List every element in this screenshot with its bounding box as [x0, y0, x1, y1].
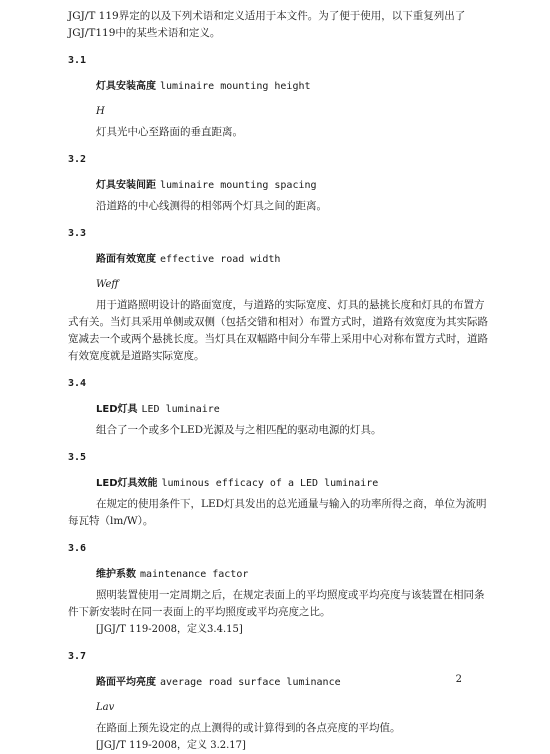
clause-number: 3.7	[68, 651, 87, 662]
term-definition: 灯具光中心至路面的垂直距离。	[96, 126, 243, 138]
term-definition: 组合了一个或多个LED光源及与之相匹配的驱动电源的灯具。	[96, 424, 382, 436]
term-en: luminaire mounting spacing	[160, 180, 317, 191]
term-3-6	[68, 540, 490, 638]
term-definition: 沿道路的中心线测得的相邻两个灯具之间的距离。	[96, 200, 327, 212]
term-reference: [JGJ/T 119-2008，定义3.4.15]	[96, 624, 243, 635]
term-title	[96, 566, 490, 583]
clause-number: 3.6	[68, 543, 87, 554]
term-zh: 灯具安装间距	[96, 180, 156, 191]
term-reference: [JGJ/T 119-2008，定义 3.2.17]	[96, 740, 246, 751]
term-zh: LED灯具效能	[96, 478, 158, 489]
term-zh: 路面有效宽度	[96, 254, 156, 265]
term-title	[96, 177, 490, 194]
term-3-3	[68, 225, 490, 365]
term-title	[96, 78, 490, 95]
term-3-7	[68, 648, 490, 754]
term-3-1	[68, 52, 490, 141]
clause-number: 3.1	[68, 55, 87, 66]
term-en: average road surface luminance	[160, 677, 341, 688]
page-number: 2	[455, 674, 462, 685]
term-en: effective road width	[160, 254, 281, 265]
term-symbol: H	[96, 106, 105, 117]
term-3-4	[68, 375, 490, 439]
clause-number: 3.4	[68, 378, 87, 389]
clause-number: 3.3	[68, 228, 87, 239]
term-symbol: Lav	[96, 702, 115, 713]
term-zh: 维护系数	[96, 569, 136, 580]
term-zh: LED灯具	[96, 404, 138, 415]
term-en: LED luminaire	[141, 404, 220, 415]
term-definition: 用于道路照明设计的路面宽度，与道路的实际宽度、灯具的悬挑长度和灯具的布置方式有关。当灯具采用单侧或双侧（包括交错和相对）布置方式时，道路有效宽度为其实际路宽减去一个或两个悬挑长度。当灯具在双幅路中间分车带上采用中心对称布置方式时，道路有效宽度就是道路实际宽度。	[68, 299, 488, 362]
clause-number: 3.5	[68, 452, 87, 463]
term-definition: 在规定的使用条件下，LED灯具发出的总光通量与输入的功率所得之商，单位为流明每瓦特（lm/W）。	[68, 498, 487, 527]
term-en: luminous efficacy of a LED luminaire	[161, 478, 379, 489]
term-en: maintenance factor	[140, 569, 249, 580]
term-title	[96, 401, 490, 418]
term-en: luminaire mounting height	[160, 81, 311, 92]
term-definition: 在路面上预先设定的点上测得的或计算得到的各点亮度的平均值。	[96, 722, 401, 734]
clause-number: 3.2	[68, 154, 87, 165]
term-zh: 灯具安装高度	[96, 81, 156, 92]
term-symbol: Weff	[96, 279, 119, 290]
term-title	[96, 475, 490, 492]
term-zh: 路面平均亮度	[96, 677, 156, 688]
term-title	[96, 674, 490, 691]
term-definition: 照明装置使用一定周期之后，在规定表面上的平均照度或平均亮度与该装置在相同条件下新安装时在同一表面上的平均照度或平均亮度之比。	[68, 589, 485, 618]
intro-paragraph: JGJ/T 119界定的以及下列术语和定义适用于本文件。为了便于使用，以下重复列出了JGJ/T119中的某些术语和定义。	[68, 10, 466, 39]
term-3-2	[68, 151, 490, 215]
term-title	[96, 251, 490, 268]
term-3-5	[68, 449, 490, 530]
